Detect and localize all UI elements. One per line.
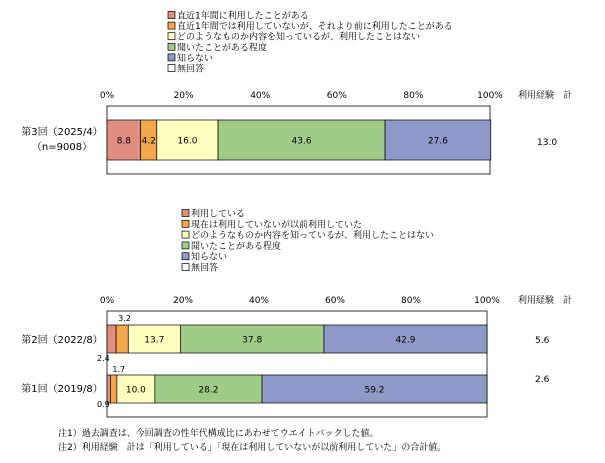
top-tick-label-2: 40% xyxy=(250,91,271,101)
bottom-tick-label-0: 0% xyxy=(99,296,115,306)
bottom-value-label-r0-s3: 37.8 xyxy=(242,335,263,346)
bottom-legend-swatch-2 xyxy=(182,231,189,238)
bottom-value-label-r1-s1: 1.7 xyxy=(112,365,126,374)
bottom-legend-label-5: 無回答 xyxy=(191,263,219,274)
bottom-bar-r1-s0 xyxy=(107,375,110,403)
bottom-value-label-r0-s2: 13.7 xyxy=(144,335,165,346)
bottom-legend-label-2: どのようなものか内容を知っているが、利用したことはない xyxy=(191,231,435,242)
bottom-tick-label-4: 80% xyxy=(400,296,422,306)
top-legend-label-3: 聞いたことがある程度 xyxy=(177,43,268,54)
bottom-value-label-r1-s0: 0.9 xyxy=(97,400,110,409)
top-legend-swatch-3 xyxy=(168,43,175,50)
top-tick-label-5: 100% xyxy=(477,91,503,101)
bottom-row-label-0: 第2回（2022/8） xyxy=(21,335,103,346)
top-legend-swatch-5 xyxy=(168,65,175,72)
top-legend-label-5: 無回答 xyxy=(177,64,205,75)
top-value-label-r0-s0: 8.8 xyxy=(116,136,132,147)
bottom-legend-label-0: 利用している xyxy=(191,209,246,220)
top-row-label-0: 第3回（2025/4） xyxy=(21,127,103,138)
top-legend-label-0: 直近1年間に利用したことがある xyxy=(177,11,309,22)
top-tick-label-4: 80% xyxy=(403,91,424,101)
top-tick-label-0: 0% xyxy=(99,91,115,101)
top-value-label-r0-s2: 16.0 xyxy=(177,136,198,147)
bottom-value-label-r0-s0: 2.4 xyxy=(97,354,110,363)
bottom-legend-swatch-5 xyxy=(182,264,189,271)
bottom-legend-swatch-1 xyxy=(182,220,189,227)
top-legend-swatch-4 xyxy=(168,54,175,61)
bottom-value-label-r1-s3: 28.2 xyxy=(198,385,219,396)
top-legend-label-1: 直近1年間では利用していないが、それより前に利用したことがある xyxy=(177,22,453,33)
bottom-legend-swatch-3 xyxy=(182,242,189,249)
top-row-sublabel-0: （n=9008） xyxy=(31,142,93,153)
bottom-legend-label-3: 聞いたことがある程度 xyxy=(191,241,282,252)
footnote-2: 注2）利用経験 計は「利用している」「現在は利用していないが以前利用していた」の合計値。 xyxy=(58,443,447,453)
bottom-tick-label-5: 100% xyxy=(474,296,500,306)
bottom-value-label-r0-s1: 3.2 xyxy=(118,314,131,323)
bottom-bar-r1-s1 xyxy=(110,375,116,403)
bottom-value-label-r1-s4: 59.2 xyxy=(364,385,385,396)
top-value-label-r0-s3: 43.6 xyxy=(291,136,312,147)
top-legend-swatch-1 xyxy=(168,22,175,29)
top-legend-label-2: どのようなものか内容を知っているが、利用したことはない xyxy=(177,32,421,43)
bottom-legend-label-4: 知らない xyxy=(191,252,228,263)
bottom-legend-swatch-4 xyxy=(182,253,189,260)
bottom-tick-label-2: 40% xyxy=(248,296,270,306)
bottom-value-label-r0-s4: 42.9 xyxy=(395,335,416,346)
bottom-row-label-1: 第1回（2019/8） xyxy=(21,384,103,395)
top-legend-label-4: 知らない xyxy=(177,53,214,64)
top-tick-label-1: 20% xyxy=(173,91,194,101)
footnote-1: 注1）過去調査は、今回調査の性年代構成比にあわせてウエイトバックした値。 xyxy=(58,429,379,439)
bottom-total-header: 利用経験 計 xyxy=(518,296,573,306)
bottom-legend-label-1: 現在は利用していないが以前利用していた xyxy=(191,220,363,231)
bottom-value-label-r1-s2: 10.0 xyxy=(125,385,146,396)
top-total-value-0: 13.0 xyxy=(537,138,558,148)
top-legend-swatch-0 xyxy=(168,12,175,19)
bottom-bar-r0-s0 xyxy=(107,325,116,353)
top-total-header: 利用経験 計 xyxy=(518,91,573,101)
top-tick-label-3: 60% xyxy=(326,91,347,101)
top-value-label-r0-s4: 27.6 xyxy=(427,136,448,147)
bottom-legend-swatch-0 xyxy=(182,210,189,217)
top-value-label-r0-s1: 4.2 xyxy=(141,136,156,147)
bottom-tick-label-3: 60% xyxy=(324,296,346,306)
top-legend-swatch-2 xyxy=(168,33,175,40)
bottom-bar-r0-s1 xyxy=(116,325,128,353)
bottom-total-value-0: 5.6 xyxy=(535,336,550,346)
bottom-tick-label-1: 20% xyxy=(172,296,194,306)
bottom-total-value-1: 2.6 xyxy=(535,375,550,385)
